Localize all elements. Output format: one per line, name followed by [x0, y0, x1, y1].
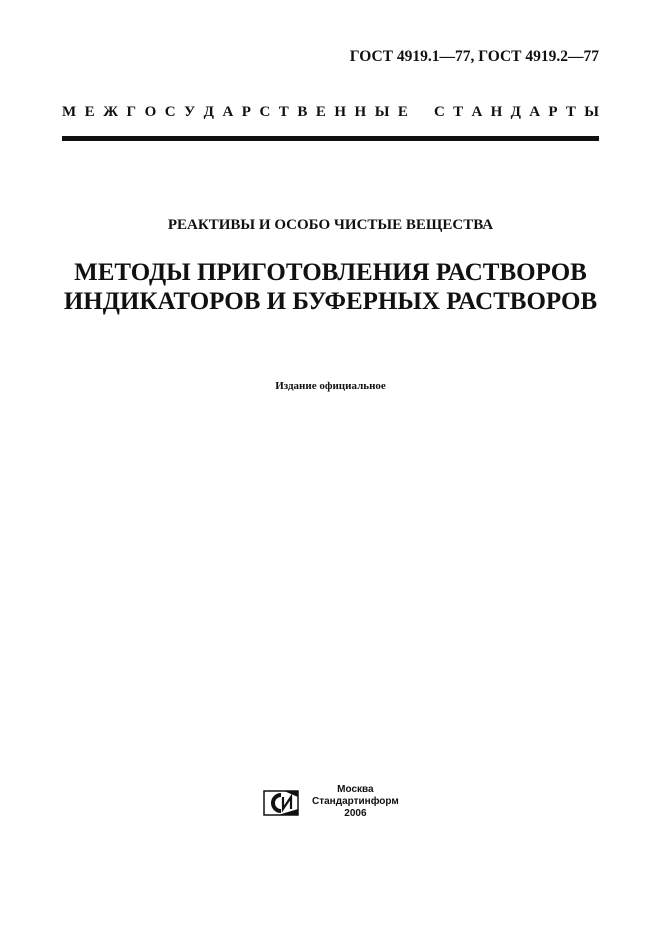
- series-letter: А: [529, 104, 541, 120]
- document-number: ГОСТ 4919.1—77, ГОСТ 4919.2—77: [349, 48, 599, 65]
- imprint: [312, 784, 399, 820]
- series-word-interstate: [62, 104, 408, 121]
- series-letter: С: [164, 104, 176, 120]
- series-letter: Д: [203, 104, 214, 120]
- series-letter: Т: [453, 104, 464, 120]
- publisher-block: [262, 784, 399, 820]
- series-letter: Ы: [374, 104, 390, 120]
- series-letter: Н: [334, 104, 347, 120]
- title-line-1: МЕТОДЫ ПРИГОТОВЛЕНИЯ РАСТВОРОВ: [74, 259, 587, 286]
- series-letter: А: [471, 104, 483, 120]
- series-letter: Н: [354, 104, 367, 120]
- standartinform-logo-icon: [262, 789, 300, 817]
- series-letter: Е: [84, 104, 95, 120]
- standards-series-heading: [62, 104, 599, 121]
- document-subtitle: РЕАКТИВЫ И ОСОБО ЧИСТЫЕ ВЕЩЕСТВА: [167, 217, 494, 233]
- series-letter: Е: [315, 104, 326, 120]
- series-letter: Т: [565, 104, 576, 120]
- series-letter: М: [62, 104, 77, 120]
- series-letter: А: [222, 104, 234, 120]
- series-word-standards: [434, 104, 599, 121]
- series-letter: Е: [397, 104, 408, 120]
- publisher-name: Стандартинформ: [312, 796, 399, 807]
- edition-note: Издание официальное: [275, 380, 386, 392]
- series-letter: С: [434, 104, 445, 120]
- series-letter: О: [144, 104, 157, 120]
- series-letter: Р: [241, 104, 251, 120]
- series-letter: Т: [278, 104, 289, 120]
- series-letter: Р: [548, 104, 558, 120]
- series-letter: Г: [126, 104, 137, 120]
- publication-year: 2006: [344, 808, 367, 819]
- header-divider: [62, 136, 599, 141]
- title-line-2: ИНДИКАТОРОВ И БУФЕРНЫХ РАСТВОРОВ: [63, 288, 598, 315]
- series-letter: В: [297, 104, 308, 120]
- series-letter: Н: [490, 104, 503, 120]
- publisher-city: Москва: [337, 784, 374, 795]
- series-letter: У: [184, 104, 196, 120]
- document-title: [0, 258, 661, 316]
- series-letter: Д: [510, 104, 521, 120]
- series-letter: Ы: [584, 104, 599, 120]
- series-letter: Ж: [103, 104, 119, 120]
- series-letter: С: [259, 104, 271, 120]
